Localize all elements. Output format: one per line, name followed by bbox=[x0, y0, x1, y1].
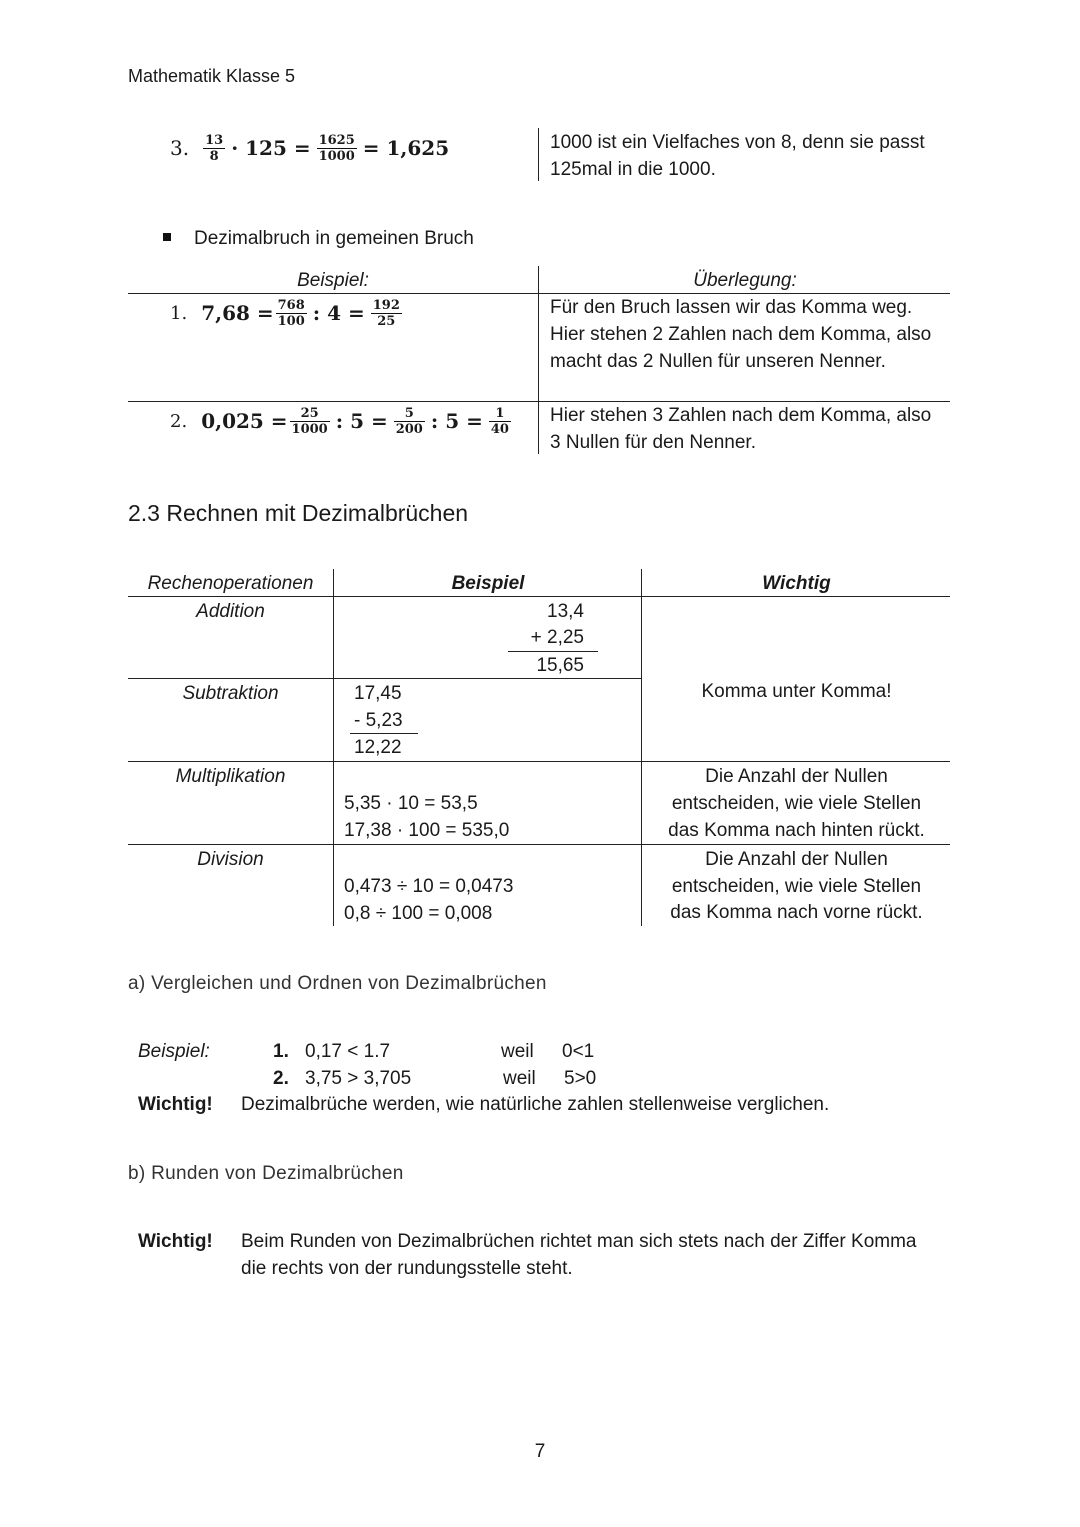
fraction-1-40: $\frac{1}{40}$ bbox=[490, 405, 509, 437]
multiplication-note-line1: Die Anzahl der Nullen bbox=[705, 766, 888, 787]
bullet-heading: Dezimalbruch in gemeinen Bruch bbox=[194, 228, 474, 249]
table-rule bbox=[128, 596, 950, 597]
op-label-subtraction: Subtraktion bbox=[182, 683, 279, 704]
fraction-13-8: $\frac{13}{8}$ bbox=[205, 132, 224, 164]
row-1-op: : 4 = bbox=[312, 301, 365, 325]
header-example: Beispiel bbox=[451, 573, 525, 594]
row-2-number: 2. bbox=[170, 410, 188, 432]
division-example-2: 0,8 ÷ 100 = 0,008 bbox=[344, 903, 493, 924]
row-1-note-line1: Für den Bruch lassen wir das Komma weg. bbox=[550, 297, 913, 318]
column-header-reasoning: Überlegung: bbox=[693, 270, 797, 291]
op-label-division: Division bbox=[197, 849, 264, 870]
multiplication-note-line2: entscheiden, wie viele Stellen bbox=[671, 793, 922, 814]
section-heading-rechnen: 2.3 Rechnen mit Dezimalbrüchen bbox=[128, 500, 469, 526]
fraction-192-25: $\frac{192}{25}$ bbox=[372, 297, 400, 329]
example-3-number: 3. bbox=[170, 136, 190, 160]
division-note-line3: das Komma nach vorne rückt. bbox=[670, 902, 923, 923]
example-3-result: = 1,625 bbox=[362, 136, 450, 160]
divider bbox=[538, 128, 539, 181]
table-divider bbox=[538, 266, 539, 454]
important-label-compare: Wichtig! bbox=[138, 1094, 213, 1115]
compare-2-weil: weil bbox=[503, 1068, 536, 1089]
fraction-768-100: $\frac{768}{100}$ bbox=[277, 297, 305, 329]
compare-2-expression: 3,75 > 3,705 bbox=[305, 1068, 412, 1089]
bullet-icon bbox=[163, 233, 171, 241]
row-1-number: 1. bbox=[170, 302, 188, 324]
note-komma-unter-komma: Komma unter Komma! bbox=[701, 681, 892, 702]
fraction-1625-1000: $\frac{1625}{1000}$ bbox=[318, 132, 355, 164]
table-divider bbox=[333, 569, 334, 926]
division-example-1: 0,473 ÷ 10 = 0,0473 bbox=[344, 876, 514, 897]
addition-result: 15,65 bbox=[536, 655, 584, 676]
row-1-lhs: 7,68 = bbox=[201, 301, 274, 325]
fraction-25-1000: $\frac{25}{1000}$ bbox=[291, 405, 328, 437]
important-text-compare: Dezimalbrüche werden, wie natürliche zahlen stellenweise verglichen. bbox=[241, 1094, 830, 1115]
multiplication-note-line3: das Komma nach hinten rückt. bbox=[668, 820, 925, 841]
example-label: Beispiel: bbox=[138, 1041, 210, 1062]
row-2-op1: : 5 = bbox=[335, 409, 388, 433]
row-2-lhs: 0,025 = bbox=[201, 409, 288, 433]
op-label-addition: Addition bbox=[196, 601, 265, 622]
compare-1-number: 1. bbox=[273, 1041, 289, 1062]
subsection-heading-runden: b) Runden von Dezimalbrüchen bbox=[128, 1163, 404, 1184]
important-label-rounding: Wichtig! bbox=[138, 1231, 213, 1252]
example-3-equation bbox=[170, 128, 449, 168]
row-2-op2: : 5 = bbox=[430, 409, 483, 433]
subtraction-b: - 5,23 bbox=[354, 710, 403, 731]
compare-2-number: 2. bbox=[273, 1068, 289, 1089]
table-rule bbox=[128, 761, 950, 762]
fraction-5-200: $\frac{5}{200}$ bbox=[395, 405, 423, 437]
conversion-row-2-equation bbox=[170, 401, 513, 441]
subtraction-a: 17,45 bbox=[354, 683, 402, 704]
page-number: 7 bbox=[534, 1441, 546, 1462]
row-2-note-line1: Hier stehen 3 Zahlen nach dem Komma, also bbox=[550, 405, 932, 426]
multiplication-example-1: 5,35 · 10 = 53,5 bbox=[344, 793, 478, 814]
conversion-row-1-equation bbox=[170, 293, 404, 333]
example-3-note-line1: 1000 ist ein Vielfaches von 8, denn sie passt bbox=[550, 132, 925, 153]
row-2-note-line2: 3 Nullen für den Nenner. bbox=[550, 432, 756, 453]
compare-1-weil: weil bbox=[501, 1041, 534, 1062]
example-3-note-line2: 125mal in die 1000. bbox=[550, 159, 716, 180]
header-operations: Rechenoperationen bbox=[147, 573, 314, 594]
row-1-note-line3: macht das 2 Nullen für unseren Nenner. bbox=[550, 351, 886, 372]
table-rule bbox=[128, 678, 642, 679]
multiplication-part: · 125 = bbox=[231, 136, 311, 160]
subtraction-result: 12,22 bbox=[354, 737, 402, 758]
multiplication-example-2: 17,38 · 100 = 535,0 bbox=[344, 820, 510, 841]
column-header-example: Beispiel: bbox=[297, 270, 369, 291]
header-important: Wichtig bbox=[762, 573, 831, 594]
rounding-rule-line2: die rechts von der rundungsstelle steht. bbox=[241, 1258, 573, 1279]
division-note-line1: Die Anzahl der Nullen bbox=[705, 849, 888, 870]
subsection-heading-vergleichen: a) Vergleichen und Ordnen von Dezimalbrüchen bbox=[128, 973, 547, 994]
document-header: Mathematik Klasse 5 bbox=[128, 66, 296, 86]
table-divider bbox=[641, 569, 642, 926]
addition-b: + 2,25 bbox=[530, 627, 584, 648]
rounding-rule-line1: Beim Runden von Dezimalbrüchen richtet man sich stets nach der Ziffer Komma bbox=[241, 1231, 917, 1252]
compare-1-reason: 0<1 bbox=[562, 1041, 595, 1062]
table-rule bbox=[128, 844, 950, 845]
addition-a: 13,4 bbox=[547, 601, 584, 622]
division-note-line2: entscheiden, wie viele Stellen bbox=[671, 876, 922, 897]
op-label-multiplication: Multiplikation bbox=[175, 766, 286, 787]
row-1-note-line2: Hier stehen 2 Zahlen nach dem Komma, also bbox=[550, 324, 932, 345]
compare-1-expression: 0,17 < 1.7 bbox=[305, 1041, 391, 1062]
compare-2-reason: 5>0 bbox=[564, 1068, 597, 1089]
